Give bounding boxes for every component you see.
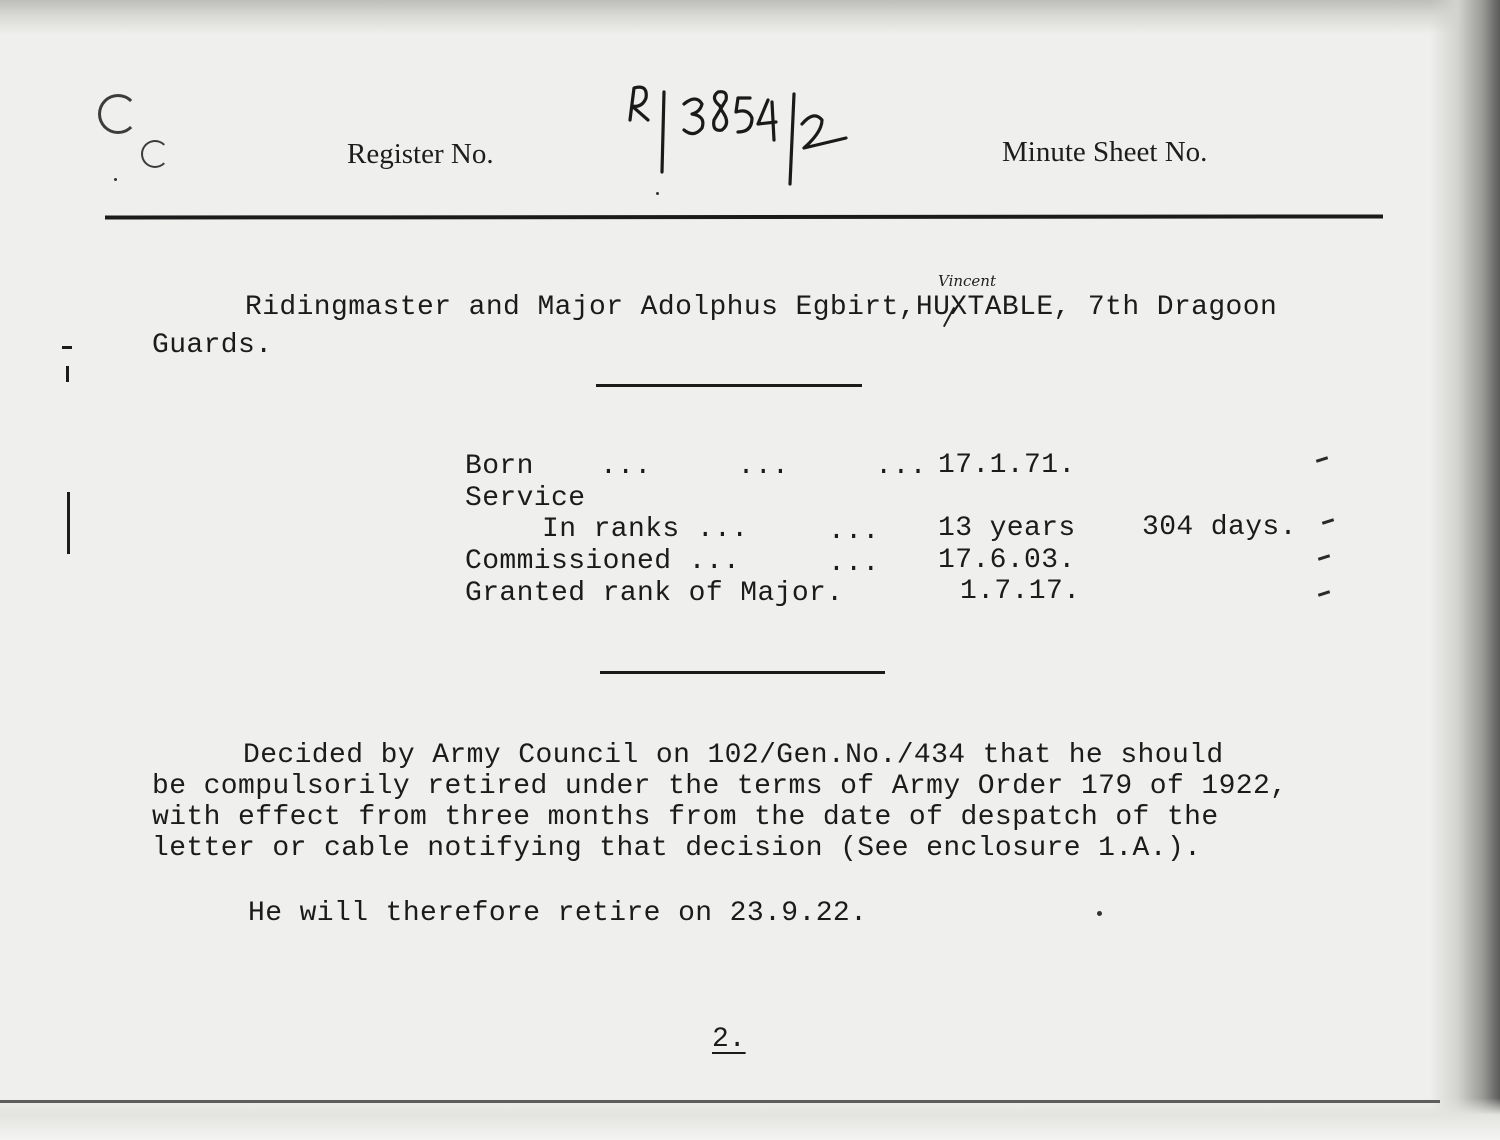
minute-sheet-label: Minute Sheet No. [1002, 136, 1208, 168]
check-tick-icon [1316, 456, 1328, 463]
commissioned-dots: ... [828, 548, 880, 579]
margin-mark [62, 346, 72, 349]
decision-line-1: Decided by Army Council on 102/Gen.No./434 that he should [243, 740, 1224, 771]
in-ranks-years: 13 years [938, 513, 1076, 544]
in-ranks-label: In ranks ... [542, 514, 749, 545]
scan-edge-right [1430, 0, 1500, 1140]
punch-hole-icon [98, 94, 138, 134]
service-heading: Service [465, 483, 586, 514]
handwritten-insert: Vincent [938, 272, 996, 290]
header-divider [105, 214, 1383, 219]
born-dots: ... ... ... [600, 451, 927, 482]
granted-rank-value: 1.7.17. [960, 576, 1081, 607]
scan-speck [114, 178, 117, 181]
check-tick-icon [1318, 554, 1330, 561]
decision-line-2: be compulsorily retired under the terms of Army Order 179 of 1922, [152, 771, 1288, 802]
margin-mark [66, 366, 69, 382]
born-value: 17.1.71. [938, 450, 1076, 481]
scan-edge-bottom [0, 1098, 1500, 1140]
section-divider [596, 384, 862, 387]
register-label: Register No. [347, 138, 494, 170]
decision-line-3: with effect from three months from the date of despatch of the [152, 802, 1219, 833]
subject-line-1: Ridingmaster and Major Adolphus Egbirt,HUXTABLE, 7th Dragoon [245, 292, 1278, 323]
scan-speck [656, 192, 659, 195]
scan-edge-top [0, 0, 1500, 34]
check-tick-icon [1318, 590, 1330, 597]
page-number: 2. [712, 1024, 746, 1055]
scan-speck [1097, 911, 1102, 916]
in-ranks-days: 304 days. [1142, 512, 1297, 543]
decision-line-4: letter or cable notifying that decision (See enclosure 1.A.). [152, 833, 1202, 864]
born-label: Born [465, 451, 534, 482]
commissioned-label: Commissioned ... [465, 546, 741, 577]
margin-mark [67, 492, 70, 554]
commissioned-value: 17.6.03. [938, 545, 1076, 576]
granted-rank-label: Granted rank of Major. [465, 578, 844, 609]
scan-bottom-line [0, 1100, 1440, 1103]
in-ranks-dots: ... [828, 516, 880, 547]
section-divider [600, 671, 885, 674]
retirement-statement: He will therefore retire on 23.9.22. [248, 898, 868, 929]
register-number-handwriting [622, 80, 872, 190]
check-tick-icon [1322, 518, 1334, 525]
subject-line-2: Guards. [152, 330, 273, 361]
punch-hole-icon [141, 140, 169, 168]
